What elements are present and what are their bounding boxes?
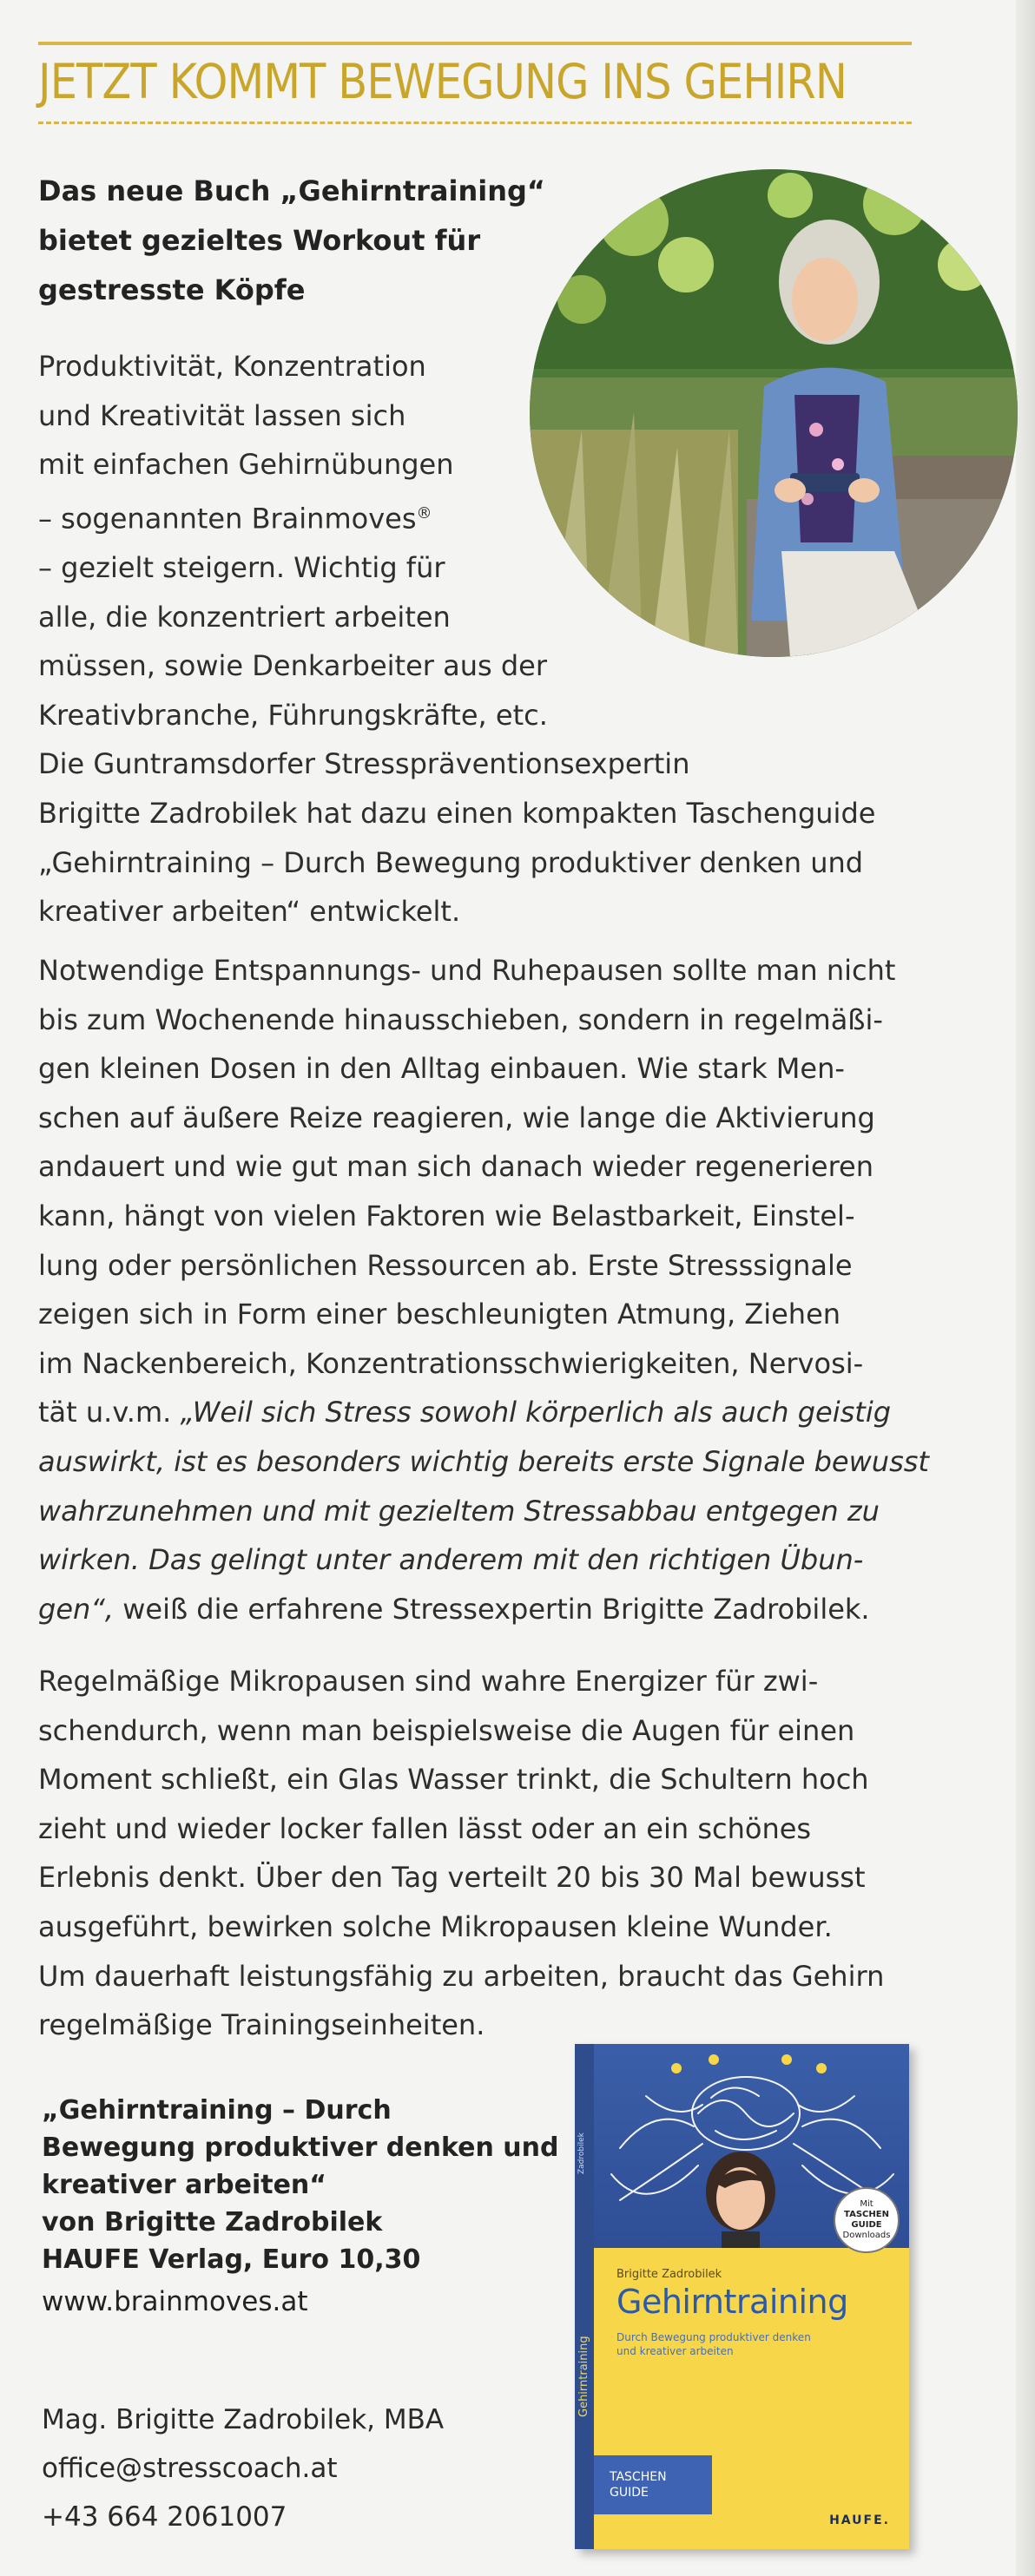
text-line: im Nackenbereich, Konzentrationsschwierigkeiten, Nervosi- xyxy=(38,1346,864,1380)
taschenguide-badge xyxy=(834,2187,900,2253)
series-line: GUIDE xyxy=(610,2486,649,2500)
registered-mark: ® xyxy=(416,503,432,522)
book-info-line: von Brigitte Zadrobilek xyxy=(42,2207,383,2238)
book-info-line: kreativer arbeiten“ xyxy=(42,2170,327,2200)
text-line: Die Guntramsdorfer Stresspräventionsexpertin xyxy=(38,747,690,781)
text-line: schen auf äußere Reize reagieren, wie lange die Aktivierung xyxy=(38,1101,875,1134)
paragraph-intro xyxy=(38,342,924,936)
publisher-logo: HAUFE. xyxy=(829,2514,890,2527)
headline-dashed-rule xyxy=(38,122,912,124)
badge-line: Downloads xyxy=(842,2231,891,2240)
text-line xyxy=(38,1388,924,1437)
text-line: Kreativbranche, Führungskräfte, etc. xyxy=(38,698,548,732)
book-cover-portrait xyxy=(699,2148,782,2248)
quote-segment: gen“, xyxy=(38,1592,115,1626)
taschenguide-series-box xyxy=(594,2455,712,2514)
text-line: kann, hängt von vielen Faktoren wie Belastbarkeit, Einstel- xyxy=(38,1199,855,1232)
text-line: Notwendige Entspannungs- und Ruhepausen sollte man nicht xyxy=(38,954,896,987)
text-line: zieht und wieder locker fallen lässt oder an ein schönes xyxy=(38,1811,812,1845)
text-line: zeigen sich in Form einer beschleunigten Atmung, Ziehen xyxy=(38,1298,841,1331)
text-line: lung oder persönlichen Ressourcen ab. Erste Stresssignale xyxy=(38,1248,853,1282)
quote-line: auswirkt, ist es besonders wichtig bereits erste Signale bewusst xyxy=(38,1444,929,1478)
website-link[interactable]: www.brainmoves.at xyxy=(42,2286,308,2317)
book-info-line: Bewegung produktiver denken und xyxy=(42,2132,559,2163)
text-line: Regelmäßige Mikropausen sind wahre Energizer für zwi- xyxy=(38,1665,819,1698)
text-line: müssen, sowie Denkarbeiter aus der xyxy=(38,649,547,683)
contact-name: Mag. Brigitte Zadrobilek, MBA xyxy=(42,2404,445,2435)
book-spine-author: Zadrobilek xyxy=(577,2132,586,2174)
text-segment: tät u.v.m. xyxy=(38,1396,181,1429)
quote-segment: „Weil sich Stress sowohl körperlich als auch geistig xyxy=(180,1396,892,1429)
book-info-line: „Gehirntraining – Durch xyxy=(42,2095,392,2126)
text-segment: – sogenannten Brainmoves xyxy=(38,502,417,536)
text-line: schendurch, wenn man beispielsweise die Augen für einen xyxy=(38,1713,855,1747)
text-line: alle, die konzentriert arbeiten xyxy=(38,600,451,634)
text-line: Moment schließt, ein Glas Wasser trinkt, die Schultern hoch xyxy=(38,1763,869,1797)
text-line: – gezielt steigern. Wichtig für xyxy=(38,551,445,585)
book-cover-subtitle-line: Durch Bewegung produktiver denken xyxy=(616,2331,811,2343)
text-line: andauert und wie gut man sich danach wieder regenerieren xyxy=(38,1150,873,1184)
badge-line: Mit xyxy=(860,2199,873,2209)
series-line: TASCHEN xyxy=(610,2470,667,2484)
text-line: Erlebnis denkt. Über den Tag verteilt 20 bis 30 Mal bewusst xyxy=(38,1861,866,1895)
lead-paragraph xyxy=(38,167,545,315)
book-info-line: HAUFE Verlag, Euro 10,30 xyxy=(42,2244,421,2275)
quote-line: wahrzunehmen und mit gezieltem Stressabbau entgegen zu xyxy=(38,1494,880,1528)
lead-line: bietet gezieltes Workout für xyxy=(38,224,481,257)
quote-line: wirken. Das gelingt unter anderem mit den richtigen Übun- xyxy=(38,1543,864,1577)
contact-phone[interactable]: +43 664 2061007 xyxy=(42,2501,287,2533)
book-cover-subtitle xyxy=(616,2330,816,2358)
text-segment: weiß die erfahrene Stressexpertin Brigitte Zadrobilek. xyxy=(114,1592,870,1626)
book-info-block xyxy=(42,2092,559,2321)
book-cover-subtitle-line: und kreativer arbeiten xyxy=(616,2345,734,2357)
page-fold-shadow xyxy=(1016,0,1035,2576)
book-spine-title: Gehirntraining xyxy=(577,2336,590,2417)
paragraph-micropauses xyxy=(38,1657,924,2050)
book-cover-title: Gehirntraining xyxy=(616,2283,848,2321)
text-line: Produktivität, Konzentration xyxy=(38,350,426,383)
book-cover-author: Brigitte Zadrobilek xyxy=(616,2268,722,2281)
contact-block xyxy=(42,2395,545,2541)
contact-email[interactable]: office@stresscoach.at xyxy=(42,2453,338,2484)
headline: JETZT KOMMT BEWEGUNG INS GEHIRN xyxy=(38,54,847,109)
lead-line: gestresste Köpfe xyxy=(38,273,306,306)
paragraph-stress xyxy=(38,946,929,1633)
text-line: „Gehirntraining – Durch Bewegung produktiver denken und xyxy=(38,845,864,879)
book-cover-image xyxy=(575,2044,909,2549)
book-spine xyxy=(575,2044,594,2549)
text-line: mit einfachen Gehirnübungen xyxy=(38,448,454,482)
text-line: und Kreativität lassen sich xyxy=(38,398,406,432)
text-line xyxy=(38,1585,924,1634)
lead-line: Das neue Buch „Gehirntraining“ xyxy=(38,174,545,207)
badge-line: TASCHEN xyxy=(844,2210,889,2219)
text-line: ausgeführt, bewirken solche Mikropausen kleine Wunder. xyxy=(38,1909,833,1943)
badge-line: GUIDE xyxy=(851,2220,882,2230)
text-line xyxy=(38,490,924,543)
text-line: Brigitte Zadrobilek hat dazu einen kompakten Taschenguide xyxy=(38,797,876,830)
text-line: kreativer arbeiten“ entwickelt. xyxy=(38,895,461,929)
text-line: Um dauerhaft leistungsfähig zu arbeiten, braucht das Gehirn xyxy=(38,1959,885,1993)
text-line: bis zum Wochenende hinausschieben, sondern in regelmäßi- xyxy=(38,1002,883,1036)
text-line: regelmäßige Trainingseinheiten. xyxy=(38,2008,485,2042)
text-line: gen kleinen Dosen in den Alltag einbauen. Wie stark Men- xyxy=(38,1052,845,1086)
headline-top-rule xyxy=(38,42,912,45)
